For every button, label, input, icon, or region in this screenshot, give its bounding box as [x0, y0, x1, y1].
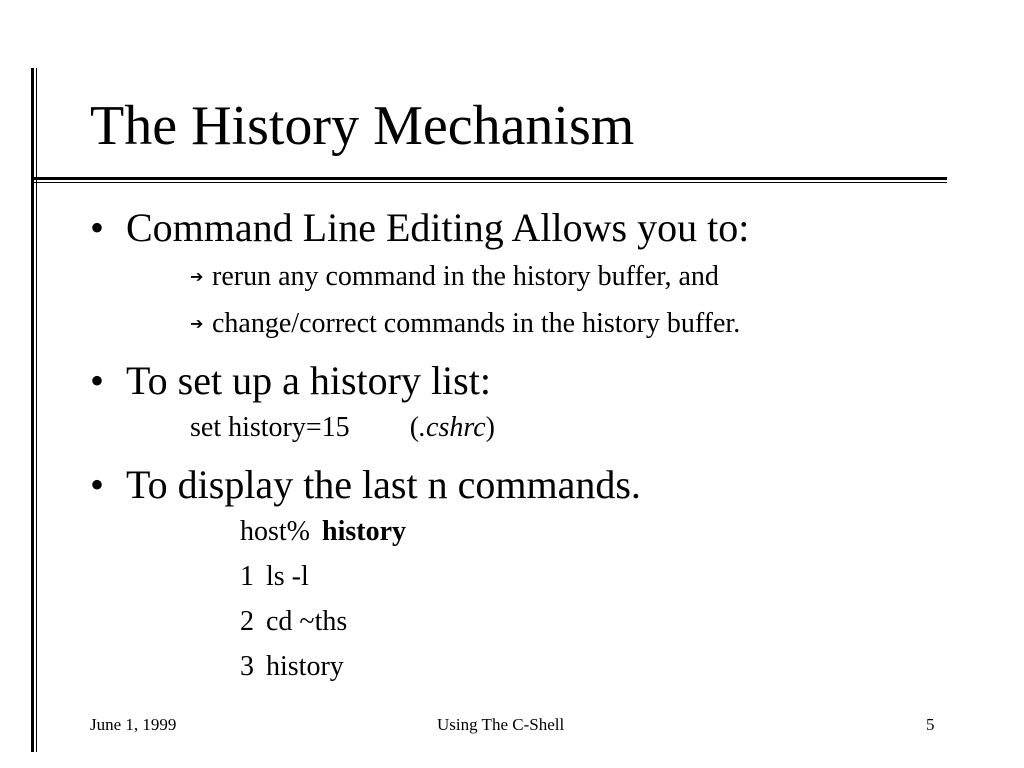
bullet-2 — [90, 358, 491, 403]
bullet-3 — [90, 462, 641, 507]
bullet-1-sub-1 — [190, 263, 719, 291]
title-rule-thin — [31, 182, 947, 183]
bullet-icon: • — [90, 358, 105, 403]
history-output-line: 2 cd ~ths — [240, 606, 348, 637]
footer-date: June 1, 1999 — [90, 715, 177, 734]
bullet-1-text: Command Line Editing Allows you to: — [126, 205, 750, 250]
history-command: history — [322, 516, 406, 547]
history-output-line: 1 ls -l — [240, 561, 309, 592]
footer-title: Using The C-Shell — [437, 715, 565, 734]
cshrc-filename: .cshrc — [419, 412, 486, 443]
history-output-line: 3 history — [240, 651, 344, 682]
left-border-thick — [31, 68, 34, 752]
page-number: 5 — [926, 715, 935, 734]
bullet-3-text: To display the last n commands. — [126, 462, 641, 507]
bullet-2-text: To set up a history list: — [126, 358, 491, 403]
arrow-right-icon: ➔ — [190, 316, 204, 333]
bullet-1-sub-2 — [190, 310, 740, 338]
arrow-right-icon: ➔ — [190, 269, 204, 286]
slide-title: The History Mechanism — [90, 95, 635, 157]
bullet-icon: • — [90, 205, 105, 250]
bullet-1-sub-1-text: rerun any command in the history buffer, and — [212, 261, 719, 292]
bullet-1-sub-2-text: change/correct commands in the history buffer. — [212, 308, 741, 339]
title-rule-thick — [31, 177, 947, 180]
history-setting-line: set history=15 (.cshrc) — [190, 412, 495, 443]
left-border-thin — [36, 68, 37, 752]
example-prompt-line — [240, 518, 406, 546]
shell-prompt: host% — [240, 516, 310, 547]
set-history-command: set history=15 — [190, 412, 350, 443]
bullet-icon: • — [90, 462, 105, 507]
bullet-1 — [90, 205, 750, 250]
